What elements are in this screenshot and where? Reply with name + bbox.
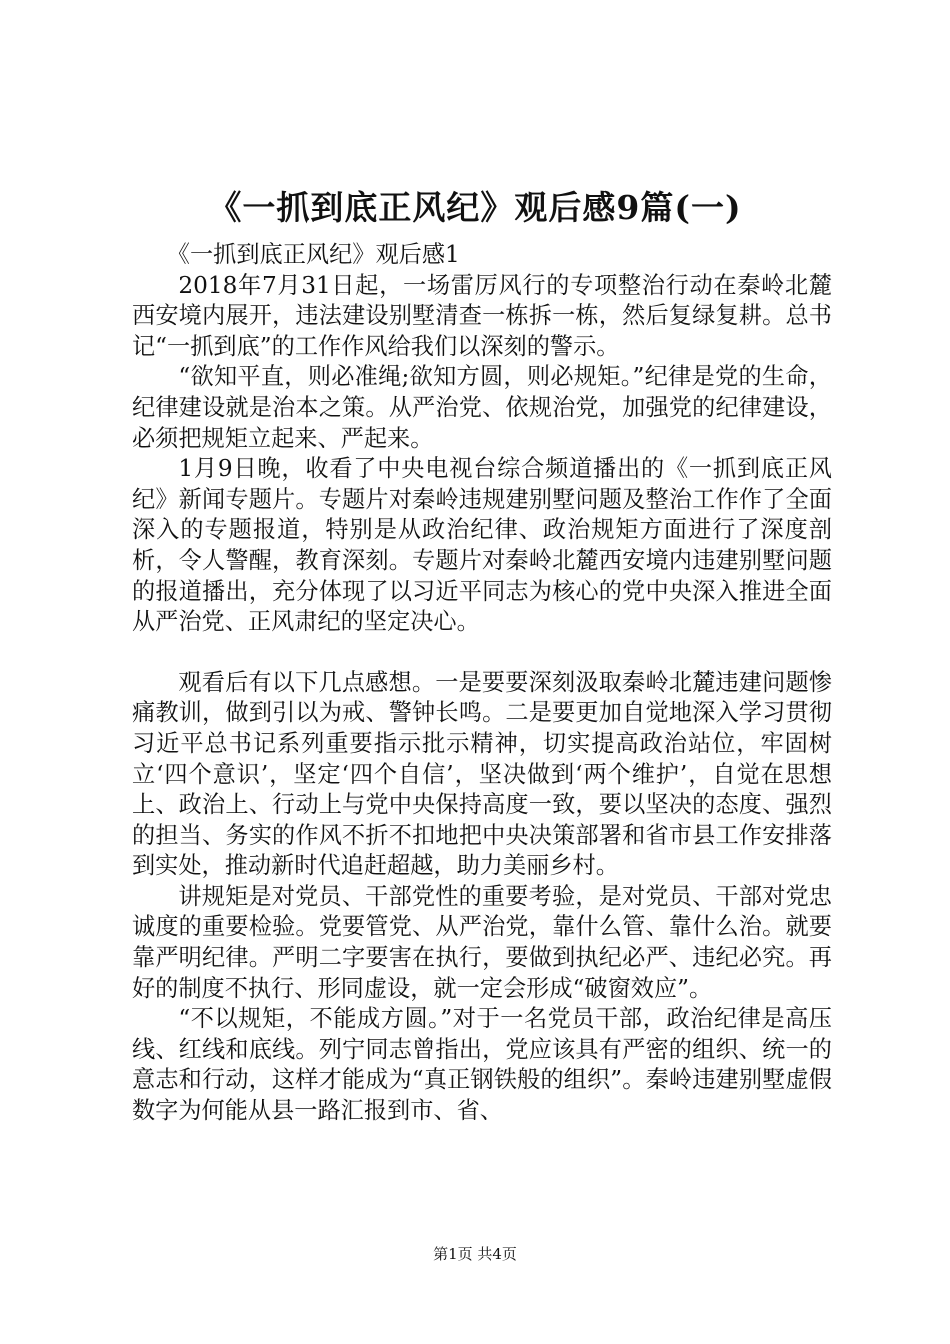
section-subtitle: 《一抓到底正风纪》观后感1	[166, 241, 460, 268]
paragraph: 讲规矩是对党员、干部党性的重要考验，是对党员、干部对党忠诚度的重要检验。党要管党、从严治党，靠什么管、靠什么治。就要靠严明纪律。严明二字要害在执行，要做到执纪必严、违纪必究。再好的制度不执行、形同虚设，就一定会形成“破窗效应”。	[132, 882, 832, 1002]
document-body	[132, 240, 832, 1127]
page-number-footer: 第1页 共4页	[433, 1245, 517, 1263]
paragraph: 2018年7月31日起，一场雷厉风行的专项整治行动在秦岭北麓西安境内展开，违法建设别墅清查一栋拆一栋，然后复绿复耕。总书记“一抓到底”的工作作风给我们以深刻的警示。	[132, 271, 832, 360]
paragraph: “不以规矩，不能成方圆。”对于一名党员干部，政治纪律是高压线、红线和底线。列宁同志曾指出，党应该具有严密的组织、统一的意志和行动，这样才能成为“真正钢铁般的组织”。秦岭违建别墅虚假数字为何能从县一路汇报到市、省、	[132, 1005, 832, 1125]
document-title: 《一抓到底正风纪》观后感9篇(一)	[208, 188, 742, 227]
paragraph: 观看后有以下几点感想。一是要要深刻汲取秦岭北麓违建问题惨痛教训，做到引以为戒、警钟长鸣。二是要更加自觉地深入学习贯彻习近平总书记系列重要指示批示精神，切实提高政治站位，牢固树立‘四个意识’，坚定‘四个自信’，坚决做到‘两个维护’，自觉在思想上、政治上、行动上与党中央保持高度一致，要以坚决的态度、强烈的担当、务实的作风不折不扣地把中央决策部署和省市县工作安排落到实处，推动新时代追赶超越，助力美丽乡村。	[132, 668, 832, 880]
paragraph: “欲知平直，则必准绳;欲知方圆，则必规矩。”纪律是党的生命，纪律建设就是治本之策。从严治党、依规治党，加强党的纪律建设，必须把规矩立起来、严起来。	[132, 363, 832, 452]
paragraph: 1月9日晚，收看了中央电视台综合频道播出的《一抓到底正风纪》新闻专题片。专题片对秦岭违规建别墅问题及整治工作作了全面深入的专题报道，特别是从政治纪律、政治规矩方面进行了深度剖析，令人警醒，教育深刻。专题片对秦岭北麓西安境内违建别墅问题的报道播出，充分体现了以习近平同志为核心的党中央深入推进全面从严治党、正风肃纪的坚定决心。	[132, 455, 832, 636]
